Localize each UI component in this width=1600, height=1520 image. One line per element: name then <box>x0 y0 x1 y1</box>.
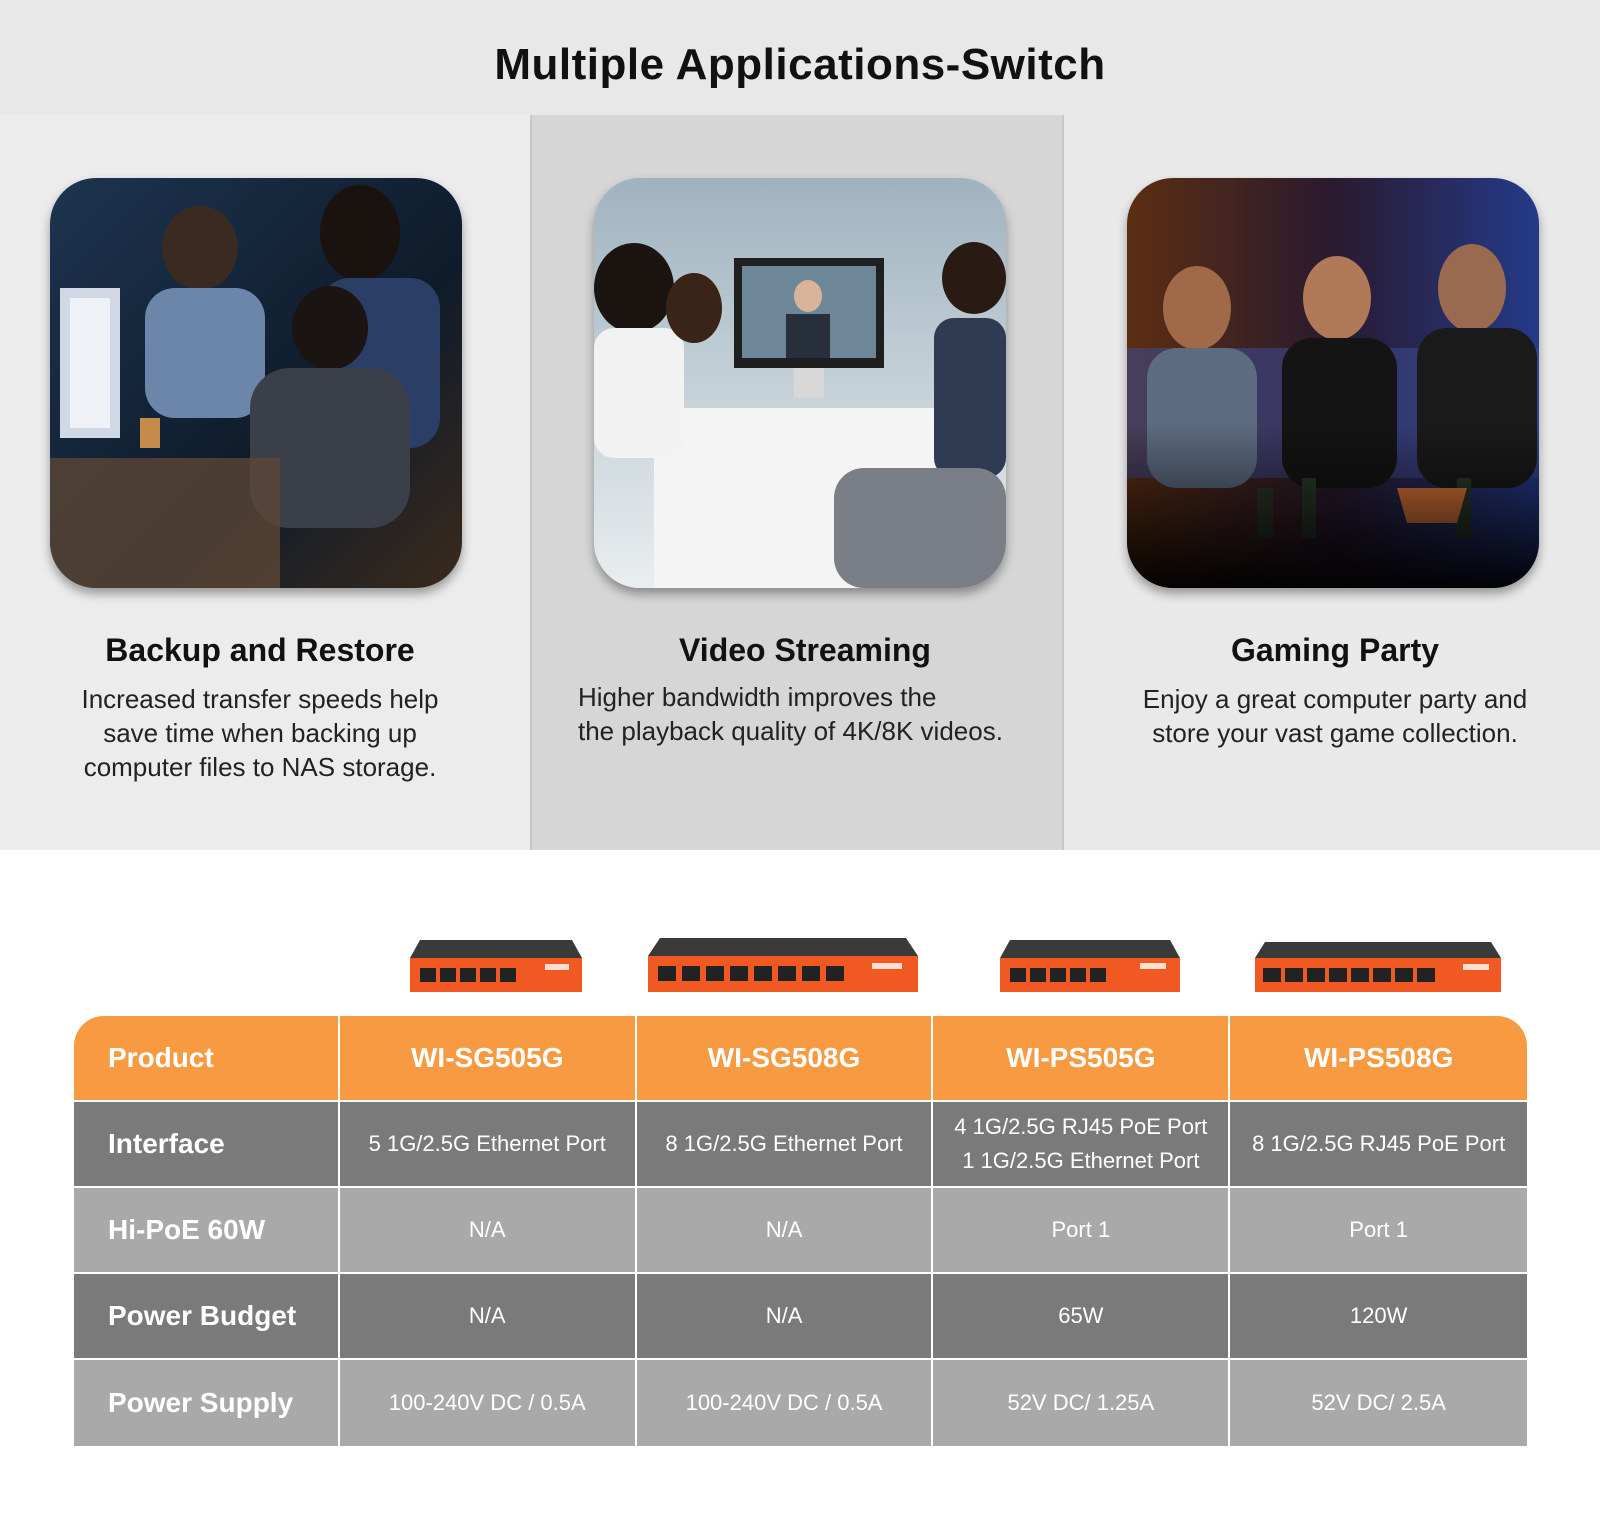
switch-image-sg505g <box>410 940 582 992</box>
description-line: save time when backing up <box>103 718 417 748</box>
table-cell: 52V DC/ 2.5A <box>1311 1390 1446 1415</box>
specification-table <box>74 1016 1527 1446</box>
description-line: store your vast game collection. <box>1152 718 1518 748</box>
video-streaming-description <box>578 680 1048 748</box>
description-line: computer files to NAS storage. <box>83 752 437 782</box>
table-cell: N/A <box>340 1274 637 1358</box>
video-streaming-photo <box>594 178 1006 588</box>
table-cell <box>340 1102 637 1186</box>
backup-restore-photo <box>50 178 462 588</box>
table-cell: 65W <box>933 1274 1230 1358</box>
product-name: WI-SG505G <box>340 1016 637 1100</box>
cell-text: 8 1G/2.5G Ethernet Port <box>665 1131 903 1156</box>
table-cell: N/A <box>637 1188 934 1272</box>
table-row-hi-poe <box>74 1188 1527 1274</box>
table-cell <box>637 1102 934 1186</box>
table-cell: Port 1 <box>1349 1217 1408 1242</box>
switch-image-ps505g <box>1000 940 1180 992</box>
row-label-hi-poe: Hi-PoE 60W <box>74 1188 340 1272</box>
product-name: WI-SG508G <box>637 1016 934 1100</box>
table-cell: 52V DC/ 1.25A <box>933 1360 1230 1446</box>
gaming-party-description <box>1115 682 1555 750</box>
product-name: WI-PS508G <box>1303 1042 1454 1073</box>
table-cell: 100-240V DC / 0.5A <box>637 1360 934 1446</box>
cell-text: 8 1G/2.5G RJ45 PoE Port <box>1252 1131 1506 1156</box>
switch-image-sg508g <box>648 938 918 992</box>
backup-restore-title: Backup and Restore <box>105 632 415 668</box>
table-cell: 120W <box>1349 1303 1408 1328</box>
description-line: Increased transfer speeds help <box>81 684 439 714</box>
row-label-power-supply: Power Supply <box>74 1360 340 1446</box>
cell-text: 4 1G/2.5G RJ45 PoE Port <box>954 1114 1208 1139</box>
switch-image-ps508g <box>1255 942 1501 992</box>
backup-restore-description <box>40 682 480 784</box>
description-line: Higher bandwidth improves the <box>578 682 937 712</box>
description-line: the playback quality of 4K/8K videos. <box>578 716 1003 746</box>
table-cell: N/A <box>340 1188 637 1272</box>
table-row-interface <box>74 1102 1527 1188</box>
table-cell: Port 1 <box>933 1188 1230 1272</box>
row-label-product: Product <box>74 1016 340 1100</box>
table-cell <box>933 1102 1230 1186</box>
product-name: WI-PS505G <box>933 1016 1230 1100</box>
gaming-party-photo <box>1127 178 1539 588</box>
section-title: Multiple Applications-Switch <box>494 40 1106 89</box>
row-label-power-budget: Power Budget <box>74 1274 340 1358</box>
description-line: Enjoy a great computer party and <box>1142 684 1528 714</box>
cell-text: 1 1G/2.5G Ethernet Port <box>962 1148 1200 1173</box>
video-streaming-title: Video Streaming <box>679 632 931 668</box>
gaming-party-title: Gaming Party <box>1230 632 1440 668</box>
row-label-interface: Interface <box>74 1102 340 1186</box>
cell-text: 5 1G/2.5G Ethernet Port <box>368 1131 606 1156</box>
table-row-power-budget <box>74 1274 1527 1360</box>
table-cell <box>1230 1102 1527 1186</box>
table-row-power-supply <box>74 1360 1527 1446</box>
table-header-row <box>74 1016 1527 1102</box>
table-cell: 100-240V DC / 0.5A <box>340 1360 637 1446</box>
table-cell: N/A <box>637 1274 934 1358</box>
